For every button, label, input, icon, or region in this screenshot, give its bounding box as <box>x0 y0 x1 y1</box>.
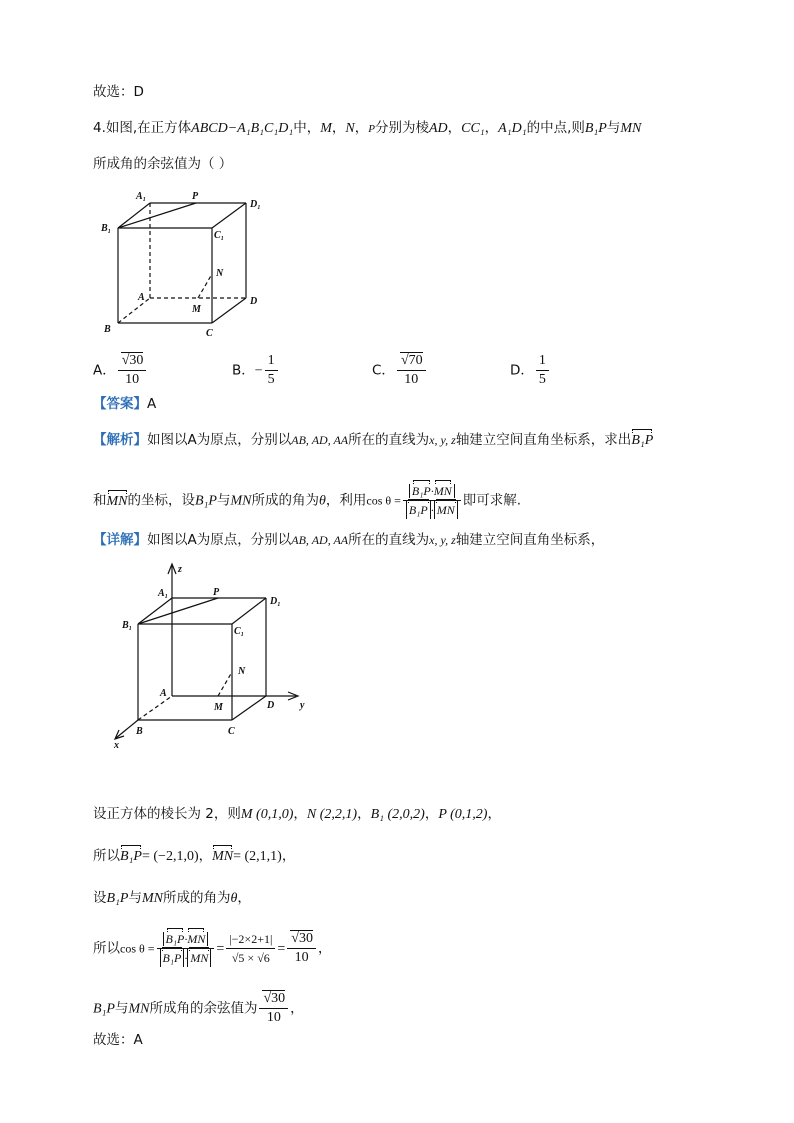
previous-answer: 故选：D <box>93 84 144 100</box>
step-text: 与 <box>128 890 142 906</box>
label-n: N <box>238 666 246 677</box>
coord-n: N (2,2,1) <box>306 807 358 822</box>
analysis-text: 与 <box>216 492 231 509</box>
final-answer: 故选：A <box>93 1032 143 1048</box>
edge-cc1: CC₁ <box>461 121 485 136</box>
label-d: D <box>250 296 258 307</box>
cube-name: ABCD−A₁B₁C₁D₁ <box>191 121 294 136</box>
question-text: 中， <box>293 120 321 136</box>
question-text: 与 <box>606 120 621 136</box>
separator: ， <box>293 806 307 822</box>
detail-line-1 <box>93 530 604 550</box>
analysis-line-1 <box>93 430 653 451</box>
segment-mn-hidden <box>218 672 232 696</box>
conclusion-fraction: $\frac{√30}{10}$ <box>259 990 288 1027</box>
separator: ， <box>424 806 439 822</box>
step-conclusion <box>93 990 304 1027</box>
option-a[interactable] <box>93 352 148 389</box>
x-axis <box>116 720 138 738</box>
option-c[interactable] <box>372 352 428 389</box>
cos-formula-fraction: $\frac{\text{B₁P·MN}}{\text{B₁P · MN}}$ <box>157 930 215 967</box>
analysis-tag: 【解析】 <box>93 432 147 448</box>
segment-mn-hidden <box>198 274 212 298</box>
label-b: B <box>136 726 143 737</box>
separator: ， <box>290 1000 304 1017</box>
coord-m: M (0,1,0) <box>240 807 294 822</box>
segment-mn: MN <box>128 1001 150 1017</box>
vector-b1p: B₁P <box>120 847 142 867</box>
segment-b1p: B₁P <box>584 121 607 136</box>
coord-p: P (0,1,2) <box>438 807 488 822</box>
segment-b1p: B₁P <box>195 493 217 509</box>
option-letter: D． <box>510 362 534 379</box>
label-d: D <box>267 700 275 711</box>
question-line-2: 所成角的余弦值为（ ） <box>93 156 233 172</box>
edge-cd <box>232 696 266 720</box>
label-a: A <box>160 688 167 699</box>
vector-b1p-value: = (−2,1,0) <box>141 849 199 864</box>
vector-mn: MN <box>212 847 233 867</box>
step-vectors <box>93 846 295 867</box>
segment-mn: MN <box>230 493 252 509</box>
theta-symbol: θ <box>230 891 238 906</box>
axes-xyz: x, y, z <box>429 533 456 547</box>
analysis-line-2 <box>93 482 521 519</box>
point-p: P <box>368 123 375 135</box>
option-letter: C． <box>372 362 395 379</box>
axes-lines: AB, AD, AA <box>291 533 349 547</box>
point-m: M <box>320 121 332 136</box>
step-text: 与 <box>114 1000 129 1017</box>
option-fraction: $\frac{1}{5}$ <box>265 352 278 389</box>
cos-formula-lhs: cos θ = <box>366 493 401 508</box>
edge-c1d1 <box>212 203 246 228</box>
analysis-text: ，利用 <box>325 492 367 509</box>
step-text: 所以 <box>93 940 120 957</box>
separator: ， <box>281 848 296 864</box>
edge-b1a1 <box>118 203 150 228</box>
edge-ba-hidden <box>138 696 172 720</box>
segment-b1p: B₁P <box>106 891 129 906</box>
cos-value-fraction: $\frac{|-2\times 2+1|}{√5 \times √6}$ <box>226 930 275 967</box>
detail-text: 所在的直线为 <box>348 532 430 548</box>
segment-mn: MN <box>620 121 642 136</box>
step-text: ， <box>237 890 251 906</box>
analysis-text: 和 <box>93 492 107 509</box>
cos-formula-fraction: $\frac{\text{B₁P·MN}}{\text{B₁P · MN}}$ <box>403 482 461 519</box>
edge-b1a1 <box>138 598 172 624</box>
separator: ， <box>357 806 371 822</box>
separator: ， <box>447 120 462 136</box>
label-c: C <box>206 328 213 339</box>
analysis-text: 如图以A为原点，分别以 <box>147 432 292 448</box>
label-b1: B₁ <box>122 620 133 631</box>
edge-ad: AD <box>428 121 448 136</box>
segment-b1p <box>138 598 218 624</box>
coord-b1: B₁ (2,0,2) <box>370 807 425 822</box>
detail-text: 轴建立空间直角坐标系， <box>455 532 605 548</box>
analysis-text: 的坐标，设 <box>127 492 195 509</box>
label-b: B <box>104 324 111 335</box>
label-n: N <box>216 268 224 279</box>
segment-mn: MN <box>141 891 163 906</box>
separator: ， <box>198 848 213 864</box>
analysis-text: 所成的角为 <box>251 492 319 509</box>
vector-mn-value: = (2,1,1) <box>233 849 282 864</box>
separator: ， <box>331 120 346 136</box>
theta-symbol: θ <box>318 493 326 509</box>
label-b1: B₁ <box>101 223 112 234</box>
cos-result-fraction: $\frac{√30}{10}$ <box>287 930 316 967</box>
option-fraction: $\frac{√70}{10}$ <box>397 352 426 389</box>
step-text: 所成的角为 <box>162 890 231 906</box>
label-d1: D₁ <box>250 199 261 210</box>
edge-cd <box>212 298 246 323</box>
label-x: x <box>114 740 119 750</box>
option-letter: B． <box>232 362 255 379</box>
option-d[interactable] <box>510 352 551 389</box>
cos-formula-lhs: cos θ = <box>120 941 155 956</box>
analysis-text: 轴建立空间直角坐标系，求出 <box>455 432 632 448</box>
vector-b1p: B₁P <box>631 431 653 451</box>
label-m: M <box>214 702 223 713</box>
label-y: y <box>300 700 305 711</box>
label-p: P <box>213 587 220 598</box>
axes-xyz: x, y, z <box>429 433 456 447</box>
question-line-1 <box>93 118 641 139</box>
step-text: 设正方体的棱长为 2，则 <box>93 806 241 822</box>
label-a1: A₁ <box>136 191 147 202</box>
step-text: 所以 <box>93 848 120 864</box>
step-cosine: 所以cos θ = $\frac{\text{B₁P·MN}}{\text{B₁P · MN}}$ = $\frac{|-2\times 2+1|}{√5 \times √6}$ = $\frac{√30}{10}$ ， <box>93 931 332 965</box>
label-c1: C₁ <box>234 626 245 637</box>
step-text: 设 <box>93 890 107 906</box>
answer-line <box>93 394 156 414</box>
option-letter: A． <box>93 362 116 379</box>
label-m: M <box>192 304 201 315</box>
answer-tag: 【答案】 <box>93 396 147 412</box>
edge-a1d1: A₁D₁ <box>498 121 527 136</box>
vector-mn: MN <box>107 492 128 512</box>
label-a1: A₁ <box>158 588 169 599</box>
label-d1: D₁ <box>270 596 281 607</box>
option-fraction: $\frac{√30}{10}$ <box>118 352 147 389</box>
separator: ， <box>317 940 332 957</box>
step-coordinates <box>93 804 501 825</box>
separator: ， <box>354 120 369 136</box>
step-text: 所成角的余弦值为 <box>149 1000 258 1017</box>
label-z: z <box>178 564 182 575</box>
answer-value: A <box>147 396 157 412</box>
label-c1: C₁ <box>214 230 225 241</box>
point-n: N <box>345 121 355 136</box>
option-sign: − <box>254 363 263 379</box>
cube-figure-2 <box>110 560 320 750</box>
label-a: A <box>138 292 145 303</box>
segment-b1p: B₁P <box>93 1001 115 1017</box>
detail-tag: 【详解】 <box>93 532 147 548</box>
separator: ， <box>484 120 499 136</box>
label-c: C <box>228 726 235 737</box>
axes-lines: AB, AD, AA <box>291 433 349 447</box>
question-prefix: 4.如图,在正方体 <box>93 120 192 136</box>
question-text: 分别为棱 <box>374 120 429 136</box>
option-fraction: $\frac{1}{5}$ <box>536 352 549 389</box>
label-p: P <box>192 191 199 202</box>
cube-figure-1 <box>98 186 278 342</box>
step-angle <box>93 888 251 909</box>
edge-ba-hidden <box>118 298 150 323</box>
segment-b1p <box>118 203 196 228</box>
step-text: ， <box>487 806 501 822</box>
edge-c1d1 <box>232 598 266 624</box>
analysis-text: 所在的直线为 <box>348 432 430 448</box>
option-b[interactable] <box>232 352 280 389</box>
analysis-text: 即可求解. <box>462 492 522 509</box>
detail-text: 如图以A为原点，分别以 <box>147 532 292 548</box>
question-text: 的中点,则 <box>526 120 585 136</box>
